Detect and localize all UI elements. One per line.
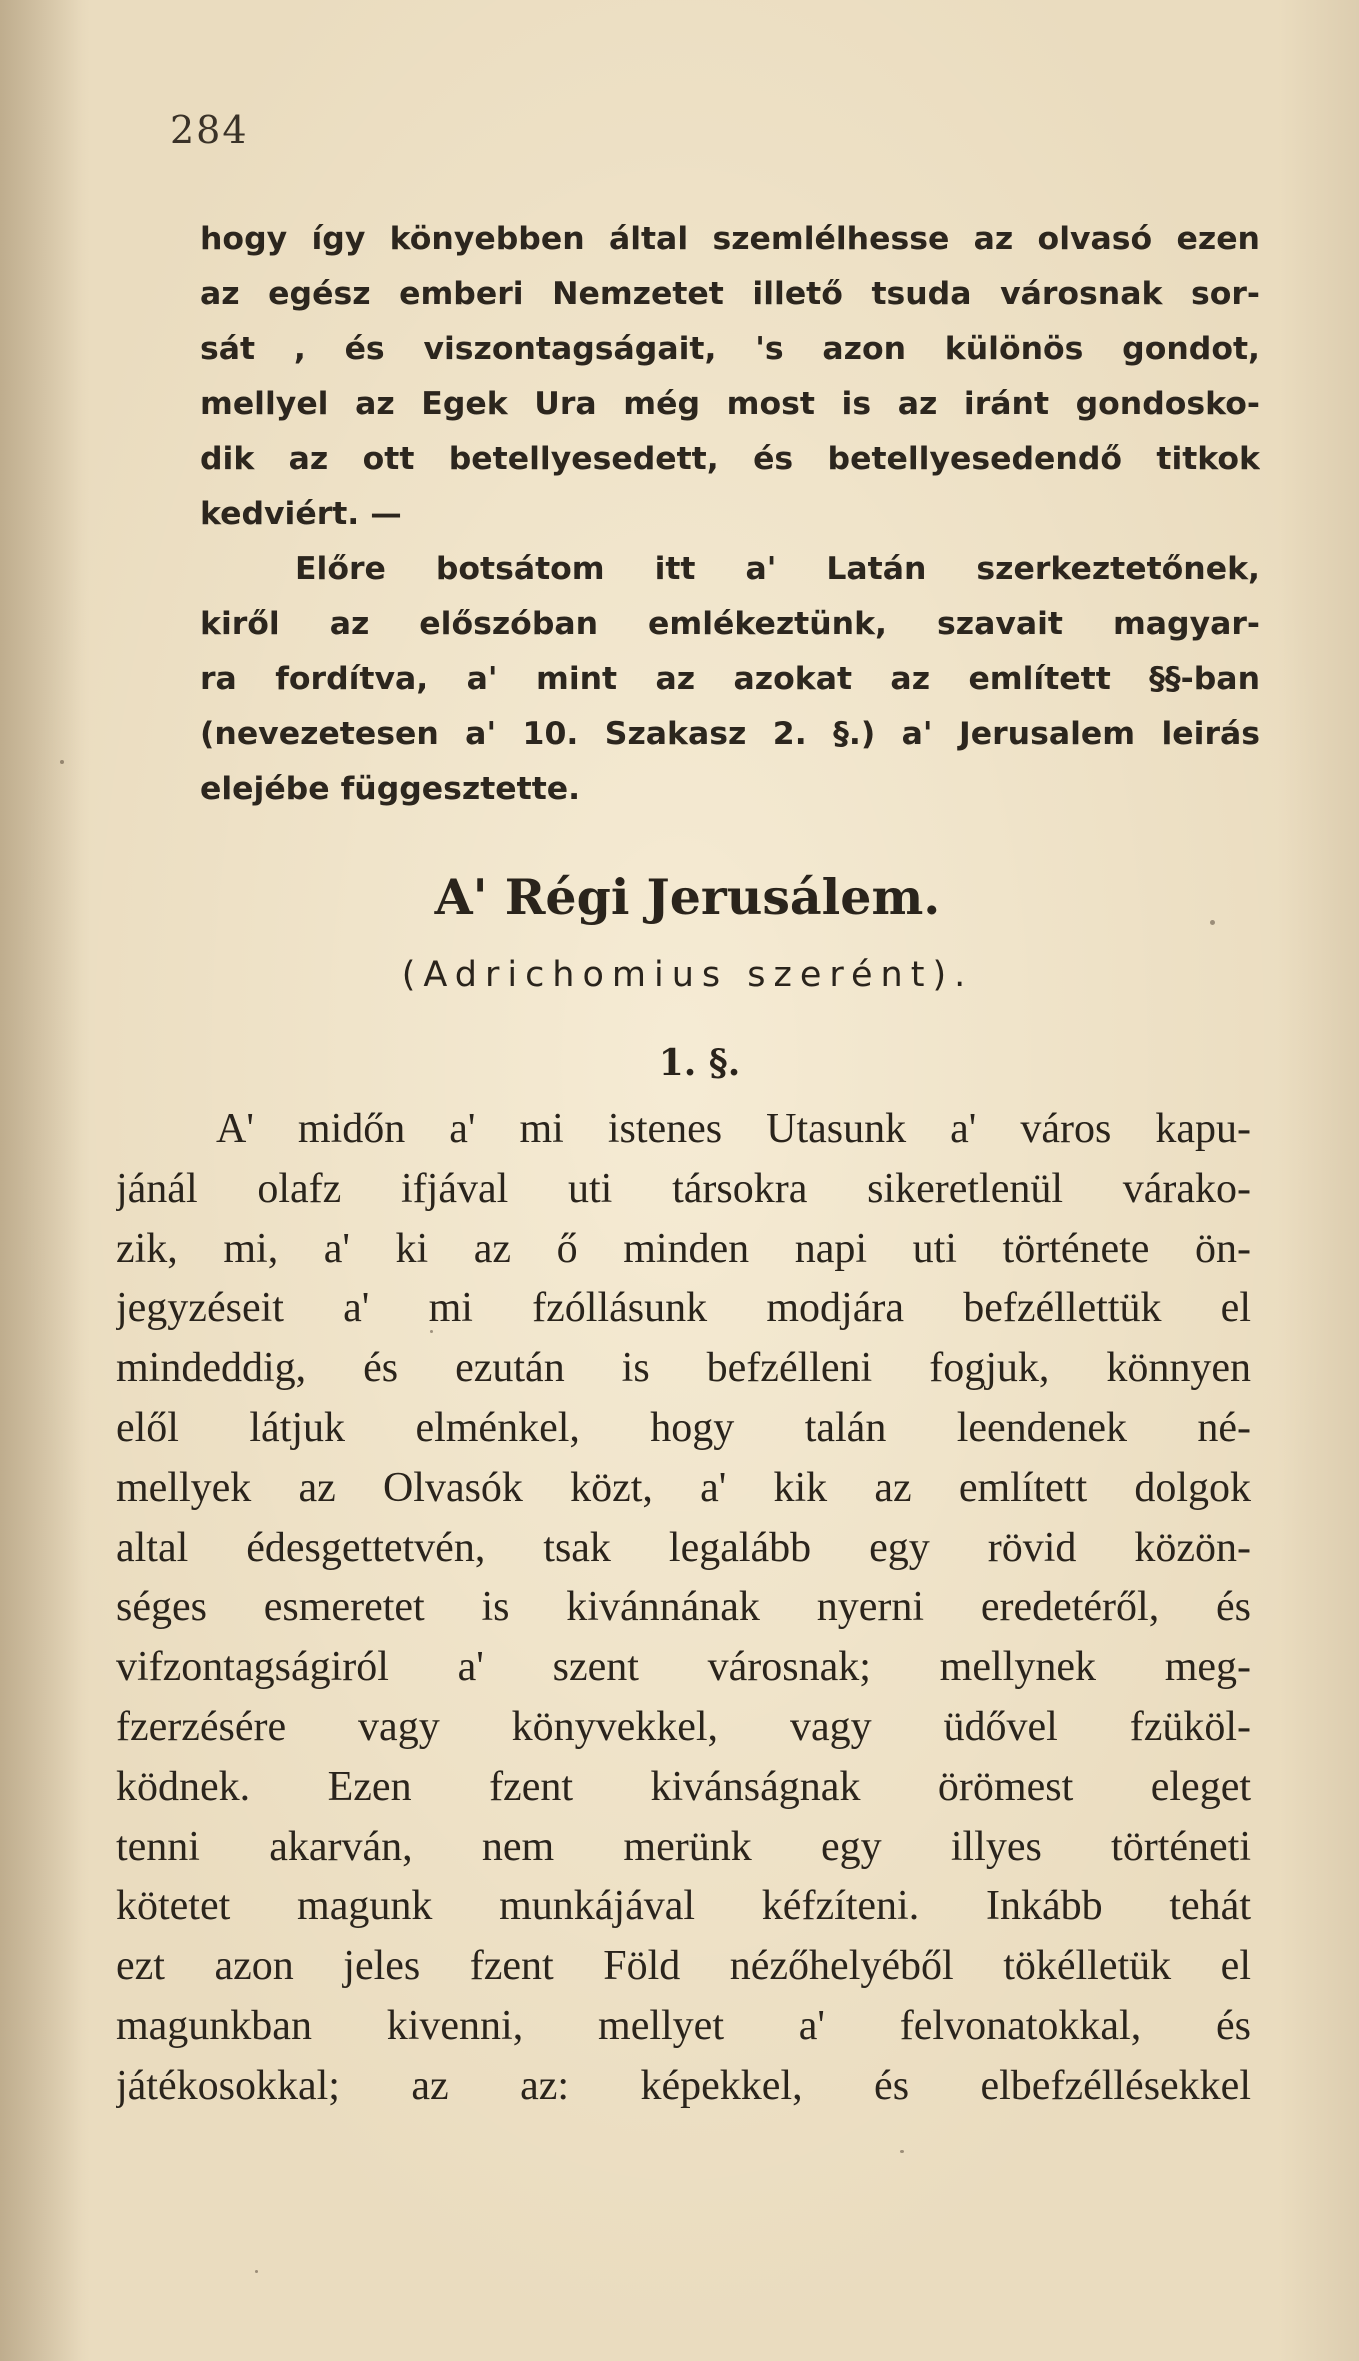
intro-line: ra fordítva, a' mint az azokat az említett §§-ban: [200, 661, 1260, 697]
body-line: jegyzéseit a' mi fzóllásunk modjára befzéllettük el: [116, 1285, 1251, 1332]
body-line: séges esmeretet is kivánnának nyerni eredetéről, és: [116, 1584, 1251, 1631]
main-paragraph: [116, 1100, 1251, 2117]
body-line: zik, mi, a' ki az ő minden napi uti története ön-: [116, 1225, 1251, 1272]
paper-speck: [1210, 920, 1215, 925]
body-line: ezt azon jeles fzent Föld nézőhelyéből tökélletük el: [116, 1943, 1251, 1990]
body-line: játékosokkal; az az: képekkel, és elbefzéllésekkel: [116, 2062, 1251, 2109]
body-line: A' midőn a' mi istenes Utasunk a' város kapu-: [216, 1106, 1251, 1152]
intro-line: elejébe függesztette.: [200, 771, 581, 807]
intro-line: kiről az előszóban emlékeztünk, szavait magyar-: [200, 606, 1260, 642]
intro-line: hogy így könyebben által szemlélhesse az olvasó ezen: [200, 221, 1260, 257]
section-number: 1. §.: [658, 1042, 741, 1084]
body-line: ködnek. Ezen fzent kivánságnak örömest eleget: [116, 1763, 1251, 1810]
intro-line: az egész emberi Nemzetet illető tsuda városnak sor-: [200, 276, 1260, 312]
body-line: altal édesgettetvén, tsak legalább egy rövid közön-: [116, 1524, 1251, 1571]
body-line: jánál olafz ifjával uti társokra sikeretlenül várako-: [116, 1165, 1251, 1212]
section-subtitle: (Adrichomius szerént).: [401, 955, 974, 995]
body-line: kötetet magunk munkájával kéfzíteni. Inkább tehát: [116, 1883, 1251, 1930]
intro-line: dik az ott betellyesedett, és betellyesedendő titkok: [200, 441, 1260, 477]
page-number: 284: [170, 108, 249, 152]
body-line: fzerzésére vagy könyvekkel, vagy üdővel fzüköl-: [116, 1703, 1251, 1750]
intro-line: kedviért. —: [200, 496, 402, 532]
intro-line: (nevezetesen a' 10. Szakasz 2. §.) a' Jerusalem leirás: [200, 716, 1260, 752]
body-line: elől látjuk elménkel, hogy talán leendenek né-: [116, 1404, 1251, 1451]
intro-line: Előre botsátom itt a' Latán szerkeztetőnek,: [295, 551, 1260, 587]
body-line: tenni akarván, nem merünk egy illyes történeti: [116, 1823, 1251, 1870]
body-line: mindeddig, és ezután is befzélleni fogjuk, könnyen: [116, 1345, 1251, 1392]
body-line: vifzontagságiról a' szent városnak; mellynek meg-: [116, 1644, 1251, 1691]
paper-speck: [900, 2150, 904, 2153]
intro-paragraph: [200, 212, 1260, 817]
body-line: magunkban kivenni, mellyet a' felvonatokkal, és: [116, 2002, 1251, 2049]
paper-speck: [430, 1330, 433, 1333]
body-line: mellyek az Olvasók közt, a' kik az említett dolgok: [116, 1464, 1251, 1511]
paper-speck: [255, 2270, 258, 2273]
paper-speck: [60, 760, 64, 764]
intro-line: sát , és viszontagságait, 's azon különös gondot,: [200, 331, 1260, 367]
page-edge-shadow: [0, 0, 90, 2361]
section-title: A' Régi Jerusálem.: [434, 868, 941, 926]
intro-line: mellyel az Egek Ura még most is az iránt gondosko-: [200, 386, 1260, 422]
